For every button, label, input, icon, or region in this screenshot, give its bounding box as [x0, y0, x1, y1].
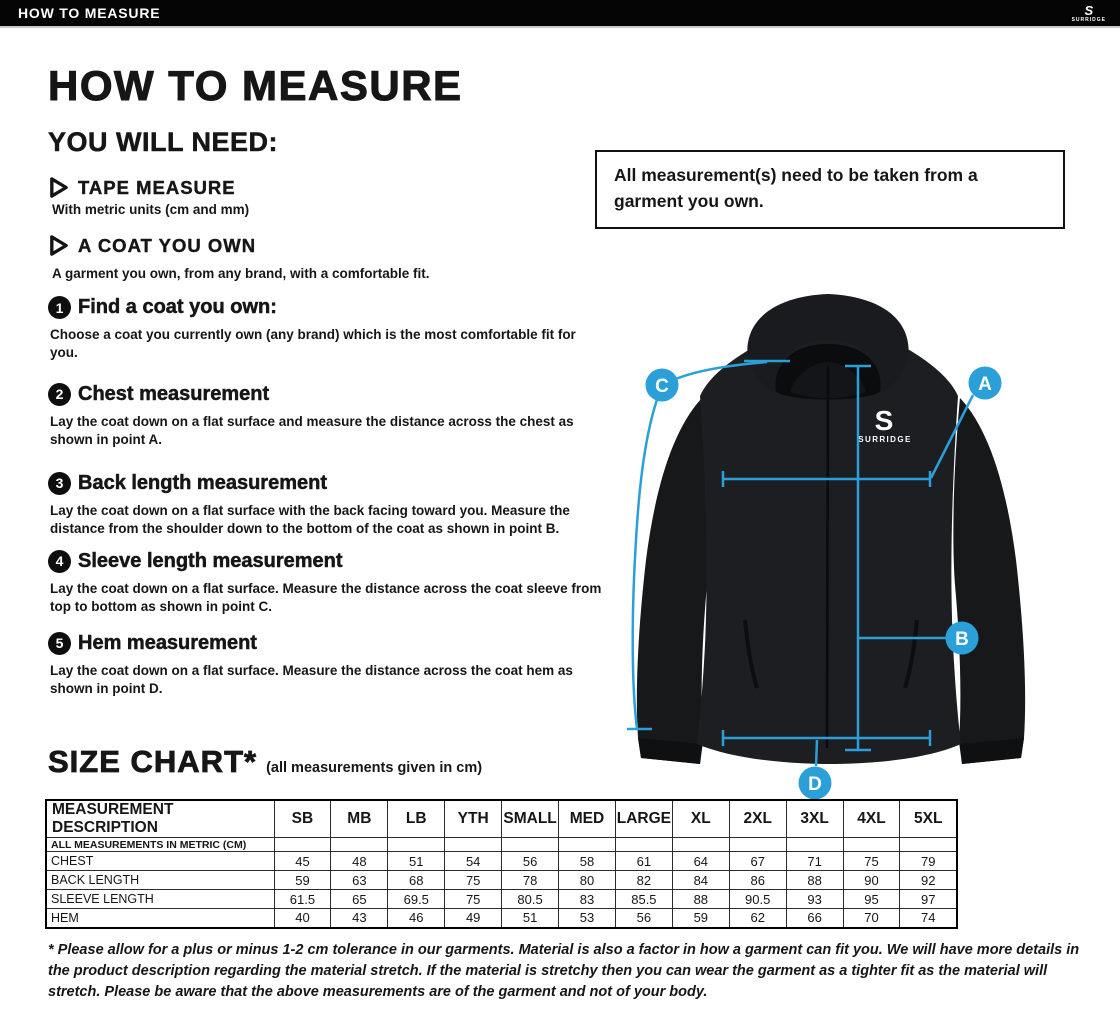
measurement-value: 54: [445, 852, 502, 871]
step-title: Back length measurement: [78, 471, 327, 494]
measurement-value: 67: [729, 852, 786, 871]
triangle-bullet-icon: [48, 234, 69, 257]
measurement-value: 56: [615, 909, 672, 928]
step-description: Choose a coat you currently own (any brand) which is the most comfortable fit for you.: [50, 327, 576, 360]
triangle-bullet-icon: [48, 176, 69, 199]
step-title: Hem measurement: [78, 631, 257, 654]
size-chart-table: [45, 799, 958, 929]
measurement-label: SLEEVE LENGTH: [46, 890, 274, 909]
measurement-value: 83: [559, 890, 616, 909]
measurement-value: 80: [559, 871, 616, 890]
point-d-label: D: [808, 774, 822, 795]
size-chart-column-header: 4XL: [843, 800, 900, 838]
measurement-value: 45: [274, 852, 331, 871]
measurement-value: 70: [843, 909, 900, 928]
measurement-value: 97: [900, 890, 957, 909]
measurement-value: 95: [843, 890, 900, 909]
measurement-value: 65: [331, 890, 388, 909]
tolerance-footnote: * Please allow for a plus or minus 1-2 cm tolerance in our garments. Material is also a factor in how a garment can fit you. We will have more details in the product description regarding the material stretch. If the material is stretchy then you can wear the garment as a tighter fit as the material will stretch. Please be aware that the above measurements are of the garment and not of your body.: [48, 942, 1080, 1001]
unit-row: [46, 838, 957, 852]
measurement-value: 90.5: [729, 890, 786, 909]
size-chart-column-header: SMALL: [502, 800, 559, 838]
unit-row-cell: [445, 838, 502, 852]
need-item: [48, 234, 608, 281]
measurement-value: 82: [615, 871, 672, 890]
size-chart-column-header: MEASUREMENT DESCRIPTION: [46, 800, 274, 838]
jacket-right-sleeve: [953, 398, 1025, 764]
surridge-logo-text: SURRIDGE: [1071, 16, 1106, 23]
surridge-logo: [1072, 4, 1106, 23]
measurement-value: 75: [843, 852, 900, 871]
measurement-value: 59: [274, 871, 331, 890]
need-title: TAPE MEASURE: [78, 176, 236, 198]
measurement-value: 61: [615, 852, 672, 871]
measurement-value: 43: [331, 909, 388, 928]
measurement-value: 92: [900, 871, 957, 890]
size-chart-column-header: XL: [672, 800, 729, 838]
step-description: Lay the coat down on a flat surface and measure the distance across the chest as shown in point A.: [50, 413, 574, 447]
measurement-value: 71: [786, 852, 843, 871]
unit-row-cell: [331, 838, 388, 852]
need-item: [48, 176, 608, 217]
unit-row-cell: [672, 838, 729, 852]
measurement-value: 75: [445, 871, 502, 890]
measurement-value: 58: [559, 852, 616, 871]
measurement-value: 69.5: [388, 890, 445, 909]
size-chart-column-header: YTH: [445, 800, 502, 838]
measurement-value: 48: [331, 852, 388, 871]
jacket-zipper: [827, 366, 828, 748]
step-number-badge: 5: [48, 632, 71, 655]
garment-logo-text: SURRIDGE: [858, 435, 912, 444]
top-bar-title: HOW TO MEASURE: [18, 5, 161, 21]
step-description: Lay the coat down on a flat surface. Measure the distance across the coat hem as shown in point D.: [50, 662, 573, 696]
measurement-value: 59: [672, 909, 729, 928]
unit-row-cell: [274, 838, 331, 852]
steps-list: [48, 296, 623, 698]
unit-row-label: ALL MEASUREMENTS IN METRIC (CM): [46, 838, 274, 852]
size-chart-title: SIZE CHART*: [48, 744, 258, 779]
measurement-value: 51: [502, 909, 559, 928]
measurement-value: 88: [786, 871, 843, 890]
table-row: [46, 909, 957, 928]
size-chart-column-header: LB: [388, 800, 445, 838]
measurement-label: HEM: [46, 909, 274, 928]
measurement-value: 46: [388, 909, 445, 928]
measurement-value: 61.5: [274, 890, 331, 909]
size-chart-body: [46, 838, 957, 928]
measurement-note-box: All measurement(s) need to be taken from a garment you own.: [595, 150, 1065, 229]
point-d-leader-line: [816, 740, 817, 766]
step-description: Lay the coat down on a flat surface. Measure the distance across the coat sleeve from top to bottom as shown in point C.: [50, 580, 602, 614]
need-desc: A garment you own, from any brand, with a comfortable fit.: [52, 266, 430, 281]
unit-row-cell: [900, 838, 957, 852]
size-chart-column-header: LARGE: [615, 800, 672, 838]
step-title: Sleeve length measurement: [78, 549, 343, 572]
step-item: [48, 383, 623, 449]
table-row: [46, 852, 957, 871]
step-item: [48, 550, 623, 616]
measurement-value: 62: [729, 909, 786, 928]
step-item: [48, 472, 623, 538]
step-title: Find a coat you own:: [78, 296, 277, 318]
measurement-value: 84: [672, 871, 729, 890]
step-number-badge: 2: [48, 383, 71, 406]
step-number-badge: 3: [48, 472, 71, 495]
page-title: HOW TO MEASURE: [48, 62, 463, 109]
unit-row-cell: [786, 838, 843, 852]
measurement-value: 75: [445, 890, 502, 909]
measurement-value: 88: [672, 890, 729, 909]
size-chart-column-header: MED: [559, 800, 616, 838]
jacket-left-sleeve: [637, 398, 709, 764]
measurement-value: 66: [786, 909, 843, 928]
point-b-label: B: [955, 629, 969, 650]
unit-row-cell: [559, 838, 616, 852]
measurement-value: 79: [900, 852, 957, 871]
measurement-label: BACK LENGTH: [46, 871, 274, 890]
jacket-measure-diagram: [600, 290, 1070, 800]
size-chart-header: [46, 800, 957, 838]
size-chart-heading: [48, 744, 482, 780]
size-chart-subtitle: (all measurements given in cm): [266, 760, 483, 776]
measurement-value: 93: [786, 890, 843, 909]
step-description: Lay the coat down on a flat surface with the back facing toward you. Measure the distance from the shoulder down to the bottom of the coat as shown in point B.: [50, 502, 570, 536]
measurement-value: 63: [331, 871, 388, 890]
size-chart-column-header: 2XL: [729, 800, 786, 838]
measurement-value: 78: [502, 871, 559, 890]
need-desc: With metric units (cm and mm): [52, 202, 250, 217]
garment-logo-icon: S: [874, 405, 894, 436]
table-row: [46, 890, 957, 909]
measurement-value: 64: [672, 852, 729, 871]
you-will-need-heading: YOU WILL NEED:: [48, 127, 279, 157]
step-number-badge: 1: [48, 296, 71, 319]
step-number-badge: 4: [48, 550, 71, 573]
need-title: A COAT YOU OWN: [78, 234, 257, 256]
unit-row-cell: [388, 838, 445, 852]
unit-row-cell: [729, 838, 786, 852]
measurement-value: 49: [445, 909, 502, 928]
step-item: [48, 296, 623, 362]
measurement-value: 86: [729, 871, 786, 890]
measurement-value: 51: [388, 852, 445, 871]
step-item: [48, 632, 623, 698]
surridge-logo-icon: S: [1084, 2, 1094, 18]
measurement-value: 90: [843, 871, 900, 890]
point-c-label: C: [655, 376, 669, 397]
point-a-label: A: [978, 374, 992, 395]
size-chart-column-header: SB: [274, 800, 331, 838]
step-title: Chest measurement: [78, 382, 270, 405]
measurement-value: 85.5: [615, 890, 672, 909]
measurement-value: 80.5: [502, 890, 559, 909]
table-row: [46, 871, 957, 890]
measurement-value: 68: [388, 871, 445, 890]
measurement-value: 40: [274, 909, 331, 928]
unit-row-cell: [615, 838, 672, 852]
needs-list: [48, 176, 608, 298]
size-chart-column-header: 5XL: [900, 800, 957, 838]
top-bar: [0, 0, 1120, 28]
unit-row-cell: [502, 838, 559, 852]
size-chart-column-header: MB: [331, 800, 388, 838]
size-chart-column-header: 3XL: [786, 800, 843, 838]
measurement-value: 53: [559, 909, 616, 928]
measurement-label: CHEST: [46, 852, 274, 871]
unit-row-cell: [843, 838, 900, 852]
measurement-value: 74: [900, 909, 957, 928]
measurement-value: 56: [502, 852, 559, 871]
